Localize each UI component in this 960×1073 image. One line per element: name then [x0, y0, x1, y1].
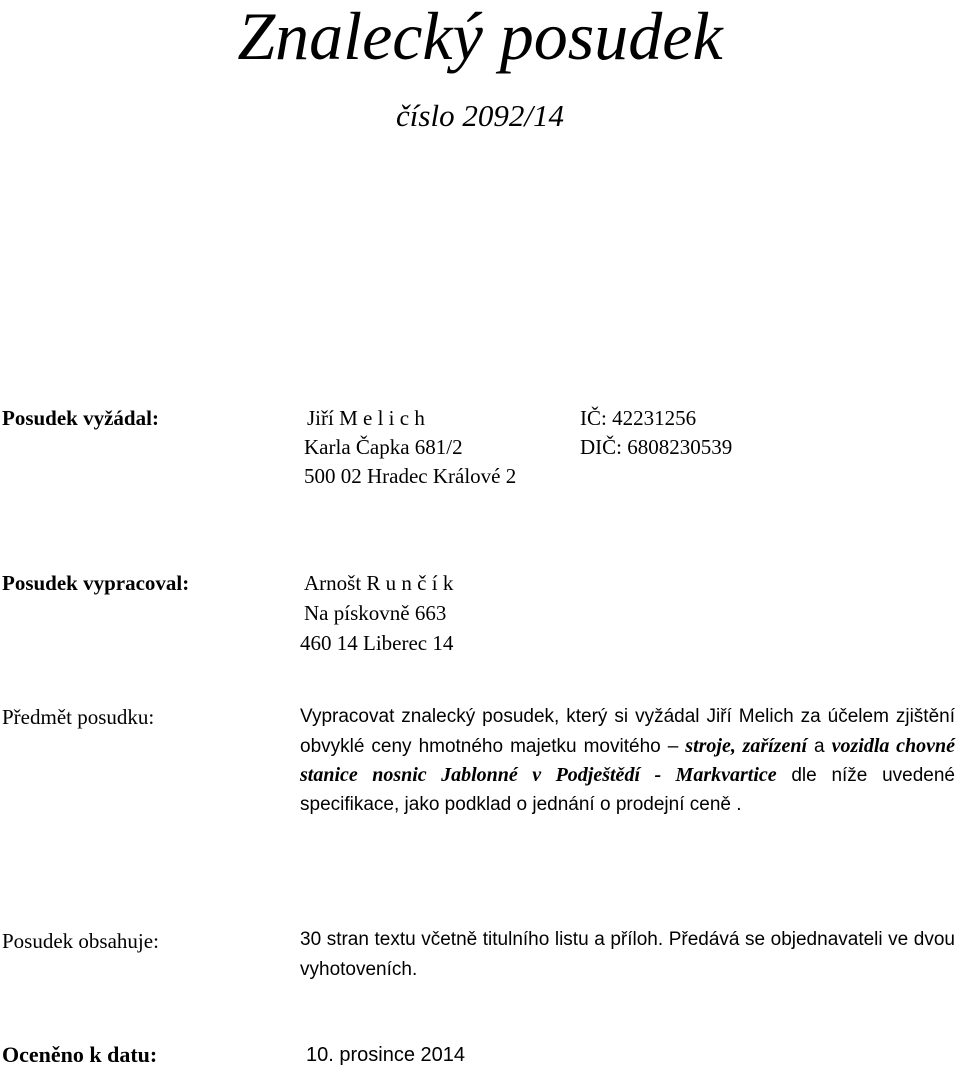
requested-by-label: Posudek vyžádal: [2, 406, 159, 430]
requester-city: 500 02 Hradec Králové 2 [304, 464, 517, 488]
requester-dic: DIČ: 6808230539 [580, 435, 733, 459]
subject-text-3: dle níže uvedené specifikace, jako podklad o jednání o prodejní ceně . [300, 765, 955, 815]
subject-paragraph [300, 703, 955, 819]
requester-street: Karla Čapka 681/2 [304, 435, 463, 459]
valuation-label: Oceněno k datu: [2, 1042, 158, 1067]
subject-bold-2: vozidla chovné stanice nosnic Jablonné v Podještědí - Markvartice [300, 734, 955, 786]
subject-label: Předmět posudku: [2, 705, 155, 729]
expert-name: Arnošt R u n č í k [304, 571, 454, 595]
requester-ico: IČ: 42231256 [580, 406, 697, 430]
contents-text: 30 stran textu včetně titulního listu a příloh. Předává se objednavateli ve dvou vyhotoveních. [300, 929, 955, 980]
subject-bold-1: stroje, zařízení [685, 734, 808, 757]
expert-city: 460 14 Liberec 14 [300, 631, 454, 655]
document-title: Znalecký posudek [237, 0, 723, 74]
contents-label: Posudek obsahuje: [2, 929, 159, 953]
subject-text-2: a [807, 735, 832, 757]
document-number: číslo 2092/14 [396, 98, 564, 133]
prepared-by-label: Posudek vypracoval: [2, 571, 190, 595]
subject-text-1: Vypracovat znalecký posudek, který si vyžádal Jiří Melich za účelem zjištění obvyklé ceny hmotného majetku movitého – [300, 706, 955, 757]
expert-street: Na pískovně 663 [304, 601, 447, 625]
valuation-date: 10. prosince 2014 [306, 1044, 466, 1066]
requester-name: Jiří M e l i c h [307, 406, 425, 430]
